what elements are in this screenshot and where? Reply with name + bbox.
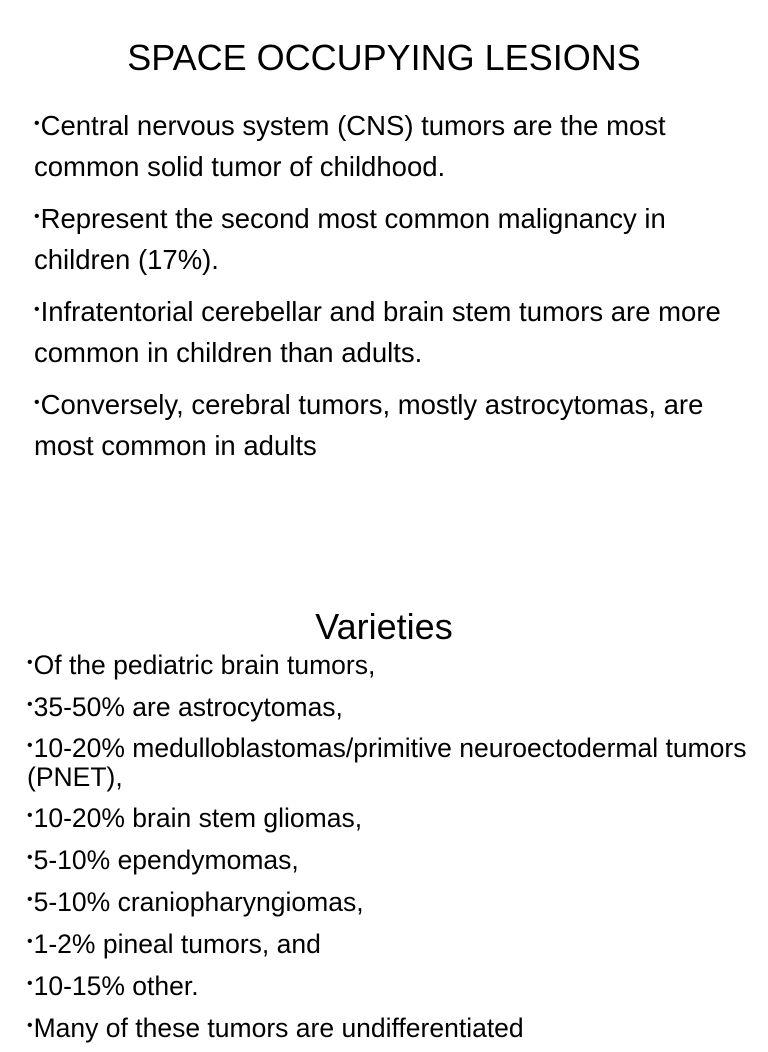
list-item bbox=[34, 289, 762, 373]
list-item-text: 1-2% pineal tumors, and bbox=[33, 929, 321, 959]
list-item bbox=[27, 1010, 762, 1044]
list-item bbox=[27, 647, 762, 681]
bullet-icon: • bbox=[34, 208, 40, 225]
bullet-icon: • bbox=[27, 975, 33, 992]
list-item-text: Infratentorial cerebellar and brain stem tumors are more common in children than adults. bbox=[34, 296, 721, 368]
list-item-text: Many of these tumors are undifferentiated bbox=[33, 1013, 524, 1043]
list-item bbox=[27, 842, 762, 876]
bullet-icon: • bbox=[27, 933, 33, 950]
list-item bbox=[34, 196, 762, 280]
bullet-icon: • bbox=[27, 891, 33, 908]
bullet-icon: • bbox=[34, 394, 40, 411]
list-item bbox=[27, 731, 762, 792]
list-item bbox=[34, 382, 762, 466]
list-item-text: Conversely, cerebral tumors, mostly astrocytomas, are most common in adults bbox=[34, 389, 704, 461]
bullet-icon: • bbox=[27, 807, 33, 824]
list-item bbox=[27, 800, 762, 834]
bullet-icon: • bbox=[27, 1017, 33, 1034]
bullet-icon: • bbox=[27, 654, 33, 671]
bullet-icon: • bbox=[27, 737, 33, 754]
bullet-icon: • bbox=[34, 301, 40, 318]
list-item-text: Represent the second most common malignancy in children (17%). bbox=[34, 203, 666, 275]
list-item-text: 10-20% brain stem gliomas, bbox=[33, 803, 363, 833]
list-item-text: 10-15% other. bbox=[33, 971, 199, 1001]
intro-bullet-list bbox=[34, 103, 762, 475]
list-item-text: Of the pediatric brain tumors, bbox=[33, 650, 376, 680]
list-item bbox=[27, 926, 762, 960]
bullet-icon: • bbox=[34, 115, 40, 132]
bullet-icon: • bbox=[27, 849, 33, 866]
page-title: SPACE OCCUPYING LESIONS bbox=[127, 37, 641, 78]
list-item-text: Central nervous system (CNS) tumors are the most common solid tumor of childhood. bbox=[34, 110, 666, 182]
section-heading-varieties: Varieties bbox=[315, 606, 453, 647]
list-item-text: 5-10% craniopharyngiomas, bbox=[33, 887, 364, 917]
list-item bbox=[27, 884, 762, 918]
bullet-icon: • bbox=[27, 696, 33, 713]
list-item-text: 5-10% ependymomas, bbox=[33, 845, 299, 875]
list-item bbox=[27, 968, 762, 1002]
varieties-bullet-list bbox=[27, 647, 762, 1052]
list-item-text: 10-20% medulloblastomas/primitive neuroectodermal tumors (PNET), bbox=[27, 733, 747, 792]
list-item bbox=[34, 103, 762, 187]
list-item-text: 35-50% are astrocytomas, bbox=[33, 692, 343, 722]
list-item bbox=[27, 689, 762, 723]
